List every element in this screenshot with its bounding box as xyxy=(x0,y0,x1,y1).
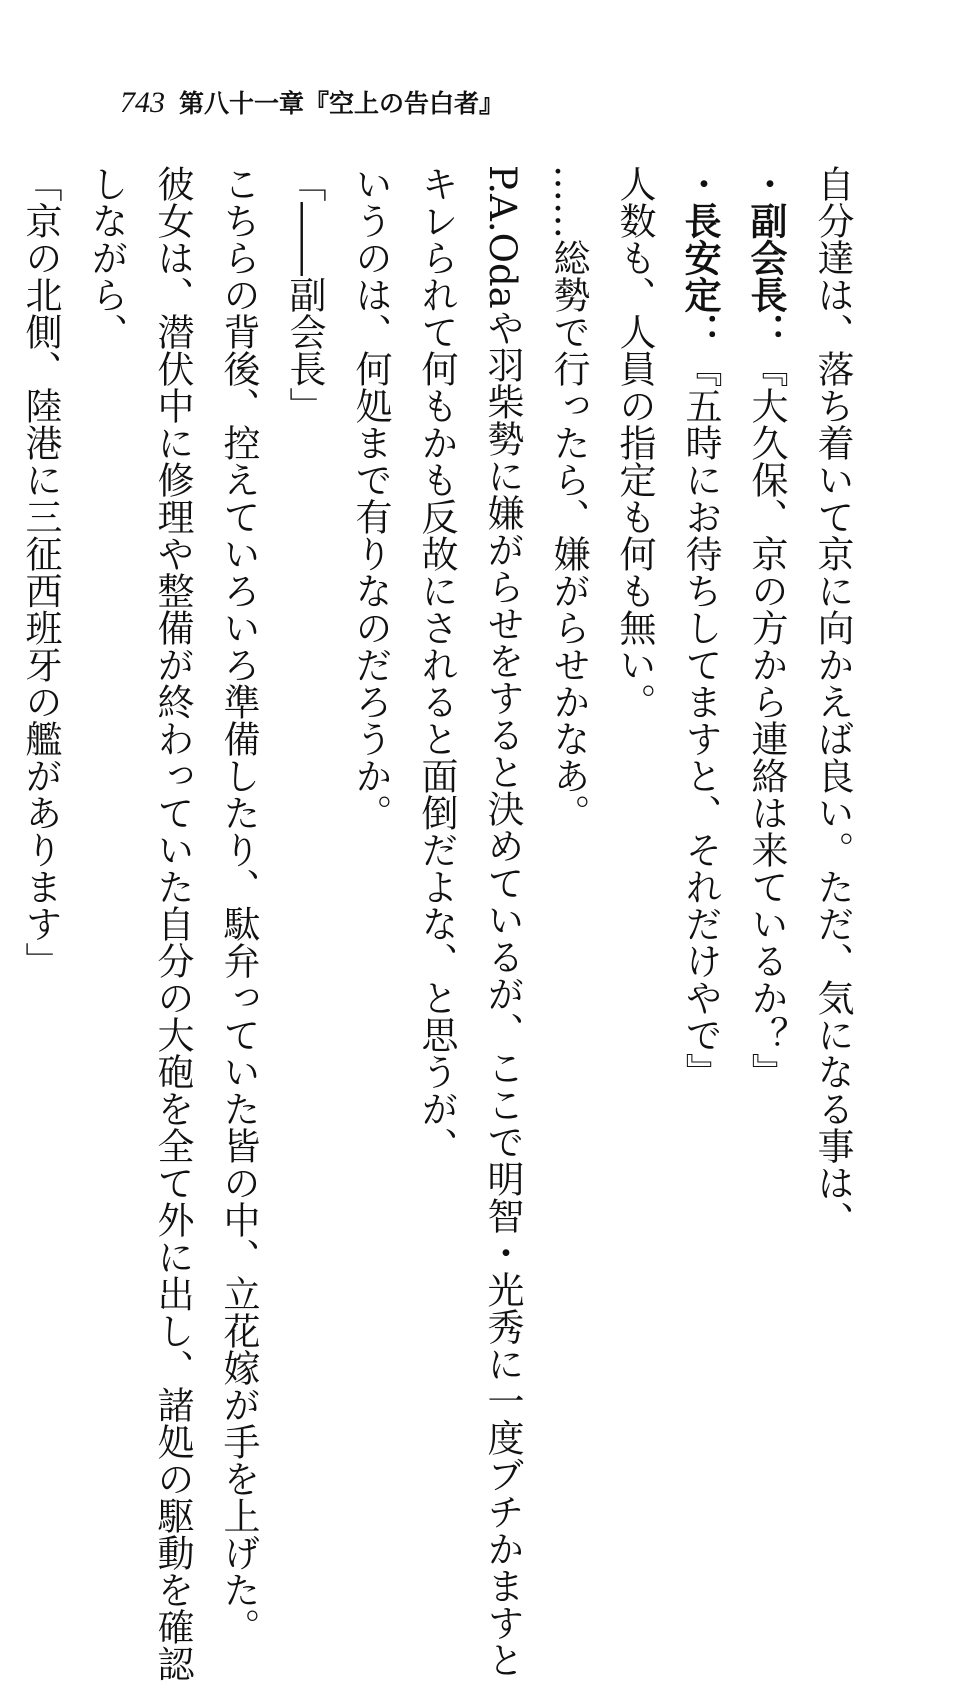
text-line xyxy=(271,165,337,1285)
line-text: 「――副会長」 xyxy=(283,165,326,424)
line-text: 『五時にお待ちしてますと、それだけやで』 xyxy=(679,350,722,1090)
text-line xyxy=(139,165,205,1682)
line-text: 人数も、人員の指定も何も無い。 xyxy=(613,165,656,720)
speaker-label: 副会長： xyxy=(744,202,788,350)
page-number: 743 xyxy=(120,86,165,119)
bullet-dot: ・ xyxy=(679,165,722,202)
text-line xyxy=(667,165,733,1285)
text-line xyxy=(337,165,403,1285)
line-text: しながら、 xyxy=(85,165,128,350)
line-text: P.A.Odaや羽柴勢に嫌がらせをすると決めているが、ここで明智・光秀に一度ブチかますと xyxy=(481,165,524,1678)
line-text: キレられて何もかも反故にされると面倒だよな、と思うが、 xyxy=(415,165,458,1164)
text-line xyxy=(0,165,7,1285)
chapter-title: 第八十一章『空上の告白者』 xyxy=(179,89,505,118)
text-line xyxy=(601,165,667,1285)
text-line xyxy=(7,165,73,1285)
line-text: いうのは、何処まで有りなのだろうか。 xyxy=(349,165,392,831)
text-line xyxy=(403,165,469,1285)
text-line xyxy=(535,165,601,1285)
body-text xyxy=(19,165,865,1682)
line-text: 自分達は、落ち着いて京に向かえば良い。ただ、気になる事は、 xyxy=(811,165,854,1238)
text-line xyxy=(73,165,139,1285)
line-text: こちらの背後、控えていろいろ準備したり、駄弁っていた皆の中、立花嫁が手を上げた。 xyxy=(217,165,260,1645)
bullet-dot: ・ xyxy=(745,165,788,202)
text-line xyxy=(205,165,271,1645)
page-header xyxy=(120,84,504,124)
speaker-label: 長安定： xyxy=(678,202,722,350)
text-line xyxy=(733,165,799,1285)
line-text: 彼女は、潜伏中に修理や整備が終わっていた自分の大砲を全て外に出し、諸処の駆動を確認 xyxy=(151,165,194,1682)
line-text: 「京の北側、陸港に三征西班牙の艦があります」 xyxy=(19,165,62,979)
text-line xyxy=(469,165,535,1678)
line-text: ……総勢で行ったら、嫌がらせかなあ。 xyxy=(547,165,590,831)
text-line xyxy=(799,165,865,1285)
line-text: 『大久保、京の方から連絡は来ているか？』 xyxy=(745,350,788,1090)
